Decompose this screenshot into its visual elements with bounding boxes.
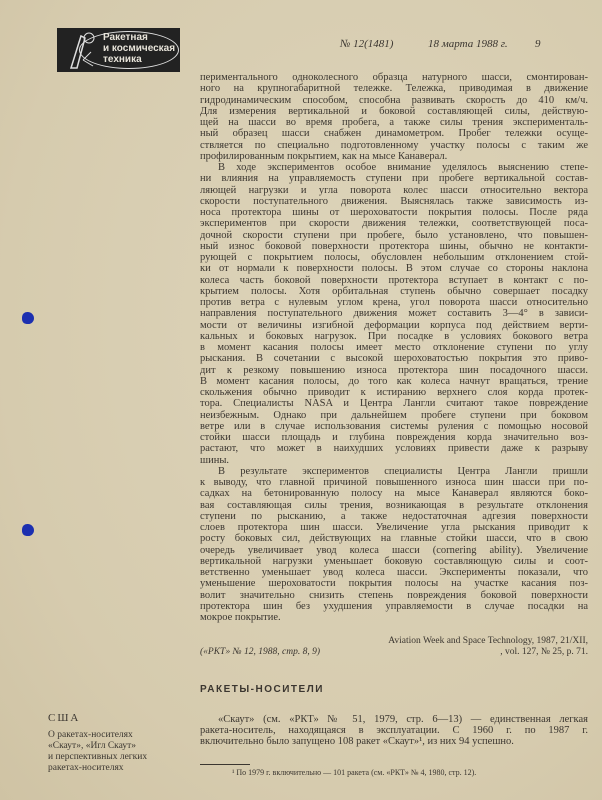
text-line: слоев протектора шин шасси. Увеличение угла рыскания приводит к <box>200 522 588 533</box>
text-line: В ходе экспериментов особое внимание уделялось выяснению степе- <box>218 162 588 173</box>
text-line: тора. Специалисты NASA и Центра Лангли считают такое повреждение <box>200 398 588 410</box>
text-line: профилированным покрытием, как на мысе Канаверал. <box>200 150 448 162</box>
footnote-divider <box>200 764 250 765</box>
footnote: ¹ По 1979 г. включительно — 101 ракета (см. «РКТ» № 4, 1980, стр. 12). <box>232 768 477 777</box>
text-line: экспериментов при скорости движения тележки, соответствующей поса- <box>200 218 588 230</box>
country-label: США <box>48 712 81 724</box>
text-line: в момент касания полосы имеет место отклонение ступени по углу <box>200 342 588 353</box>
article-body <box>200 72 588 623</box>
text-line: В момент касания полосы, до того как колеса начнут вращаться, трение <box>200 375 588 387</box>
text-line: Для измерения вертикальной и боковой составляющей силы, действую- <box>200 105 588 117</box>
text-line: «Скаут» (см. «РКТ» № 51, 1979, стр. 6—13) — единственная легкая <box>218 714 588 725</box>
source-citation-cont: , vol. 127, № 25, p. 71. <box>500 647 588 657</box>
ink-blot <box>22 524 34 536</box>
text-line: направления поступательного движения может составить 3—4° в зависи- <box>200 308 588 320</box>
text-line: волит значительно снизить степень повреждения боковой поверхности <box>200 589 588 601</box>
text-line: ствляется по специально подготовленному участку полосы с таким же <box>200 139 588 151</box>
page-number: 9 <box>535 38 541 50</box>
text-line: ный износ боковой поверхности протектора шины, обычно не контакти- <box>200 240 588 252</box>
text-line: скорости поступательного движения. Выяснялась также зависимость из- <box>200 195 588 207</box>
text-line: протектора шин без ухудшения управляемости в случае посадки на <box>200 600 588 612</box>
text-line: к выводу, что главной причиной повышенного износа шин шасси при по- <box>200 477 588 488</box>
ink-blot <box>22 312 34 324</box>
text-line: рующей с покрытием полосы, обусловлен небольшим отклонением стой- <box>200 252 588 263</box>
text-line: ный образец шасси снабжен динамометром. Пробег тележки осуще- <box>200 128 588 140</box>
text-line: рыскания. В сочетании с высокой шероховатостью покрытия это приво- <box>200 353 588 365</box>
logo-line: Ракетная <box>103 32 148 43</box>
section-heading: РАКЕТЫ-НОСИТЕЛИ <box>200 684 324 695</box>
text-line: уменьшение шероховатости покрытия полосы на участке касания поз- <box>200 578 588 590</box>
text-line: очередь увеличивает увод колеса шасси (cornering ability). Увеличение <box>200 544 588 556</box>
text-line: ляющей нагрузки и угла поворота колес шасси относительно вектора <box>200 184 588 196</box>
text-line: мокрое покрытие. <box>200 612 281 623</box>
text-line: стойки шасси площадь и глубина повреждения корда значительно воз- <box>200 432 588 443</box>
text-line: ветре или в случае использования системы руления с помощью носовой <box>200 420 588 432</box>
text-line: ракета-носитель, находящаяся в эксплуатации. С 1960 г. по 1987 г. <box>200 725 588 736</box>
reference: («РКТ» № 12, 1988, стр. 8, 9) <box>200 647 320 657</box>
issue-number: № 12(1481) <box>340 38 394 50</box>
text-line: В результате экспериментов специалисты Центра Лангли пришли <box>218 465 588 477</box>
text-line: ного на крупногабаритной тележке. Тележка, приводимая в движение <box>200 83 588 95</box>
text-line: колеса часть боковой поверхности протектора вступает в контакт с по- <box>200 274 588 286</box>
text-line: ветственно уменьшает увод колеса шасси. Эксперименты показали, что <box>200 567 588 578</box>
text-line: против ветра с нулевым углом крена, угол поворота шасси относительно <box>200 297 588 308</box>
text-line: гидродинамическим способом, способна развивать скорость до 410 км/ч. <box>200 94 588 106</box>
text-line: щей на шасси во время пробега, а также силы трения эксперименталь- <box>200 117 588 128</box>
text-line: крытием полосы. Хотя орбитальная ступень обычно совершает посадку <box>200 285 588 297</box>
text-line: росту боковых сил, действующих на главные стойки шасси, что в свою <box>200 533 588 545</box>
text-line: скольжения обычно приводит к истиранию верхнего слоя корда протек- <box>200 387 588 398</box>
journal-logo <box>57 28 180 72</box>
text-line: ни влияния на управляемость ступени при пробеге вертикальной состав- <box>200 173 588 185</box>
subtitle-line: ракетах-носителях <box>48 763 124 773</box>
source-citation: Aviation Week and Space Technology, 1987, 21/XII, <box>388 636 588 646</box>
text-line: дочной скорости ступени при пробеге, было установлено, что повышен- <box>200 229 588 241</box>
text-line: мости от величины изгибной деформации корпуса под действием верти- <box>200 319 588 331</box>
text-line: включительно было запущено 108 ракет «Скаут»¹, из них 94 успешно. <box>200 736 514 747</box>
subtitle-line: «Скаут», «Игл Скаут» <box>48 741 137 751</box>
scout-paragraph <box>200 714 588 747</box>
text-line: носа протектора шины от шероховатости покрытия полосы. После ряда <box>200 207 588 218</box>
issue-date: 18 марта 1988 г. <box>428 38 508 50</box>
text-line: неизбежным. Однако при дальнейшем пробеге ступени при боковом <box>200 409 588 421</box>
text-line: ки от нормали к поверхности полосы. В этом случае со стороны наклона <box>200 263 588 275</box>
logo-line: и космическая <box>103 43 176 54</box>
text-line: кальных и боковых нагрузок. При посадке в условиях бокового ветра <box>200 330 588 342</box>
text-line: периментального одноколесного образца натурного шасси, смонтирован- <box>200 72 588 83</box>
logo-line: техника <box>103 54 142 65</box>
text-line: дит к резкому повышению износа протектора шин посадочного шасси. <box>200 364 588 376</box>
text-line: растают, что может в наихудших условиях привести даже к разрыву <box>200 443 588 455</box>
subtitle-line: и перспективных легких <box>48 752 148 762</box>
text-line: вая составляющая силы трения, возникающая в результате отклонения <box>200 499 588 511</box>
text-line: шины. <box>200 454 230 466</box>
subtitle-line: О ракетах-носителях <box>48 730 133 740</box>
section-subtitle <box>48 730 188 774</box>
text-line: ступени по рысканию, а также недостаточная адгезия поверхности <box>200 510 588 522</box>
text-line: вертикальной нагрузки уменьшает боковую составляющую силы и соот- <box>200 555 588 567</box>
text-line: садках на бетонированную полосу на мысе Канаверал являются боко- <box>200 488 588 500</box>
